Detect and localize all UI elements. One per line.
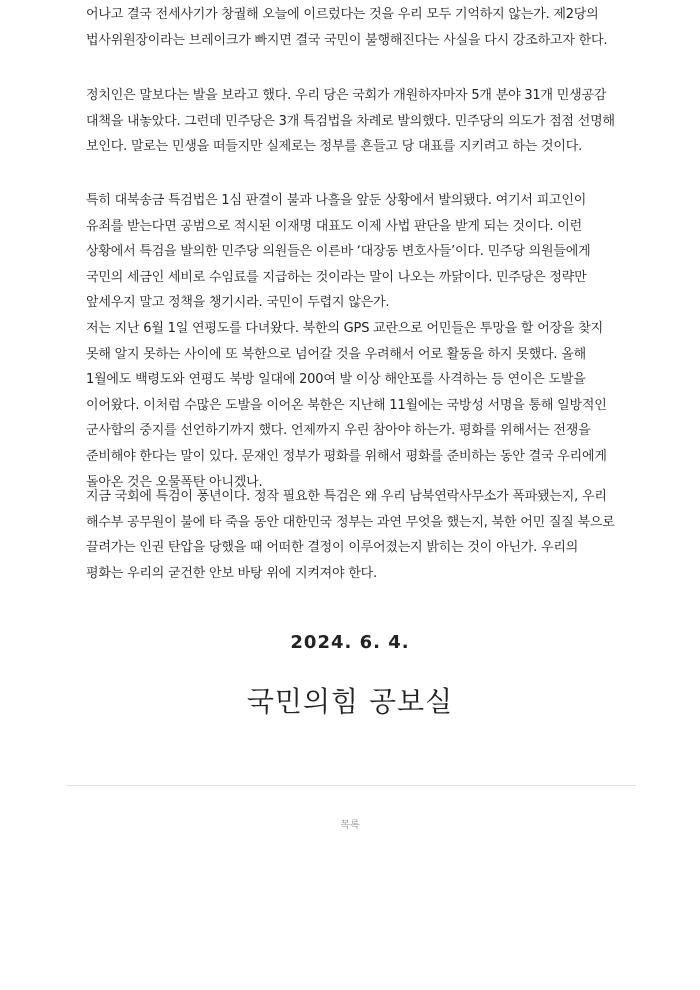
back-to-list-link[interactable]: 목록 xyxy=(340,820,360,831)
paragraph-3: 특히 대북송금 특검법은 1심 판결이 불과 나흘을 앞둔 상황에서 발의됐다. 여기서 피고인이 유죄를 받는다면 공범으로 적시된 이재명 대표도 이제 사법 판단을 받게 되는 것이다. 이런 상황에서 특검을 발의한 민주당 의원들은 이른바 ‘대장동 변호사들’이다. 민주당 의원들에게 국민의 세금인 세비로 수임료를 지급하는 것이라는 말이 나오는 까닭이다. 민주당은 정략만 앞세우지 말고 정책을 챙기시라. 국민이 두렵지 않은가. xyxy=(86,193,591,311)
release-date: 2024. 6. 4. xyxy=(290,632,410,653)
issuing-organization: 국민의힘 공보실 xyxy=(246,685,454,718)
paragraph-4: 저는 지난 6월 1일 연평도를 다녀왔다. 북한의 GPS 교란으로 어민들은 투망을 할 어장을 찾지 못해 알지 못하는 사이에 또 북한으로 넘어갈 것을 우려해서 어로 활동을 하지 못했다. 올해 1월에도 백령도와 연평도 북방 일대에 200여 발 이상 해안포를 사격하는 등 연이은 도발을 이어왔다. 이처럼 수많은 도발을 이어온 북한은 지난해 11월에는 국방성 서명을 통해 일방적인 군사합의 중지를 선언하기까지 했다. 언제까지 우린 참아야 하는가. 평화를 위해서는 전쟁을 준비해야 한다는 말이 있다. 문재인 정부가 평화를 위해서 평화를 준비하는 동안 결국 우리에게 돌아온 것은 오물폭탄 아니겠나. xyxy=(86,321,607,490)
footer-divider xyxy=(66,785,636,786)
paragraph-2: 정치인은 말보다는 발을 보라고 했다. 우리 당은 국회가 개원하자마자 5개 분야 31개 민생공감 대책을 내놓았다. 그런데 민주당은 3개 특검법을 차례로 발의했다. 민주당의 의도가 점점 선명해 보인다. 말로는 민생을 떠들지만 실제로는 정부를 흔들고 당 대표를 지키려고 하는 것이다. xyxy=(86,88,615,155)
paragraph-1: 어나고 결국 전세사기가 창궐해 오늘에 이르렀다는 것을 우리 모두 기억하지 않는가. 제2당의 법사위원장이라는 브레이크가 빠지면 결국 국민이 불행해진다는 사실을 다시 강조하고자 한다. xyxy=(86,7,608,48)
paragraph-5: 지금 국회에 특검이 풍년이다. 정작 필요한 특검은 왜 우리 남북연락사무소가 폭파됐는지, 우리 해수부 공무원이 불에 타 죽을 동안 대한민국 정부는 과연 무엇을 했는지, 북한 어민 질질 북으로 끌려가는 인권 탄압을 당했을 때 어떠한 결정이 이루어졌는지 밝히는 것이 아닌가. 우리의 평화는 우리의 굳건한 안보 바탕 위에 지켜져야 한다. xyxy=(86,489,615,581)
